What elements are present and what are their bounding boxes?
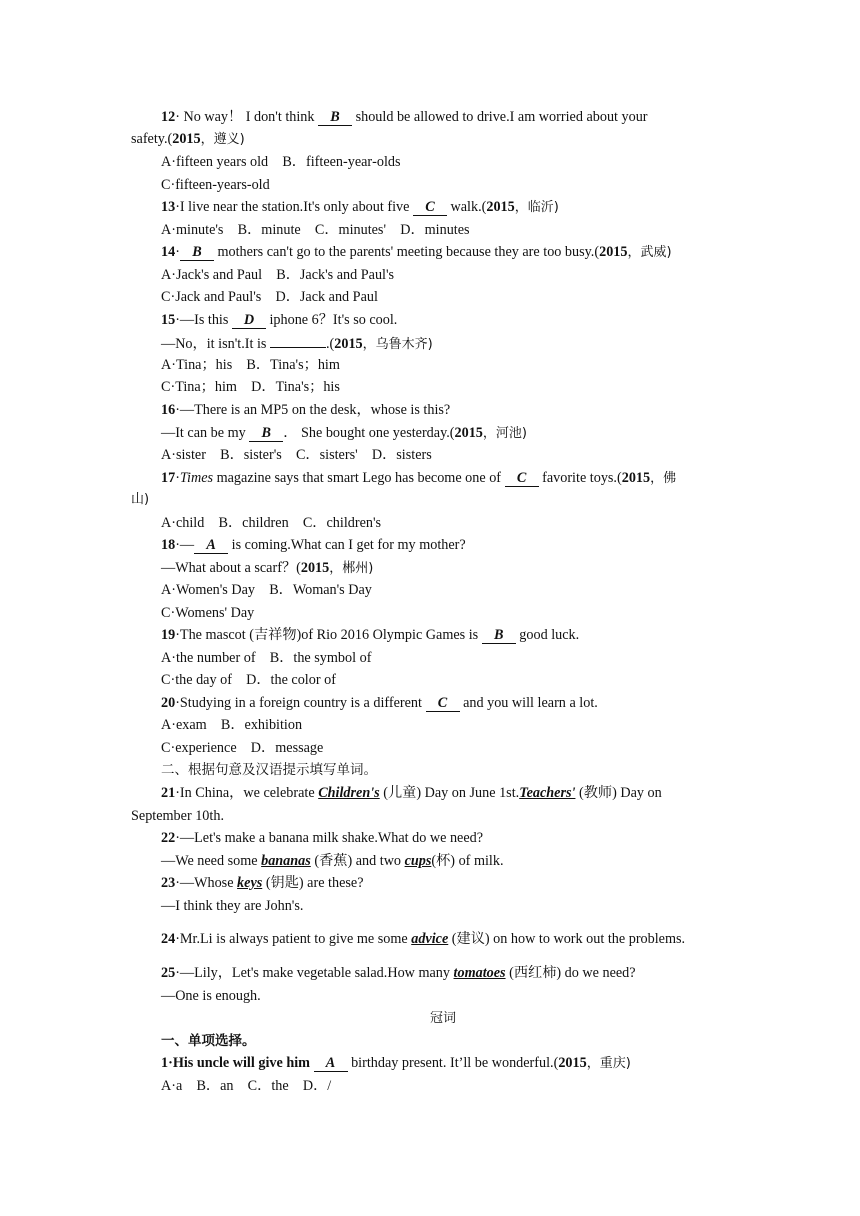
question-24: 24·Mr.Li is always patient to give me some advice (建议) on how to work out the problems. (161, 931, 686, 947)
question-12-options-1: A·fifteen years old B．fifteen‐year‐olds (161, 154, 401, 170)
question-16-options: A·sister B．sister's C．sisters' D．sisters (161, 447, 432, 463)
question-18-options-2: C·Womens' Day (161, 605, 255, 621)
question-25-line2: —One is enough. (161, 988, 261, 1004)
question-20: 20·Studying in a foreign country is a different C and you will learn a lot. (161, 695, 598, 711)
question-22: 22·—Let's make a banana milk shake.What do we need? (161, 830, 484, 846)
question-18-line2: —What about a scarf？(2015，郴州) (161, 560, 374, 576)
question-20-options-2: C·experience D．message (161, 740, 324, 756)
question-19: 19·The mascot (吉祥物)of Rio 2016 Olympic Games is B good luck. (161, 627, 580, 643)
question-19-options-1: A·the number of B．the symbol of (161, 650, 372, 666)
section-2-title: 二、根据句意及汉语提示填写单词。 (161, 762, 377, 778)
answer-blank: A (194, 538, 228, 554)
answer-blank: A (314, 1056, 348, 1072)
question-20-options-1: A·exam B．exhibition (161, 717, 303, 733)
question-23: 23·—Whose keys (钥匙) are these? (161, 875, 364, 891)
article-section-title: 冠词 (430, 1011, 457, 1026)
question-12-cont: safety.(2015，遵义) (131, 131, 245, 147)
question-15-options-1: A·Tina；his B．Tina's；him (161, 357, 340, 373)
answer-blank: B (249, 426, 283, 442)
answer-blank: D (232, 313, 266, 329)
question-15-options-2: C·Tina；him D．Tina's；his (161, 379, 340, 395)
answer-blank: C (413, 200, 447, 216)
question-21-cont: September 10th. (131, 808, 224, 824)
question-12-options-2: C·fifteen‐years‐old (161, 177, 270, 193)
question-16: 16·—There is an MP5 on the desk，whose is this? (161, 402, 451, 418)
answer-blank: B (318, 110, 352, 126)
question-13-options: A·minute's B．minute C．minutes' D．minutes (161, 222, 470, 238)
question-14-options-2: C·Jack and Paul's D．Jack and Paul (161, 289, 378, 305)
question-15-line2: —No，it isn't.It is .(2015，乌鲁木齐) (161, 333, 433, 354)
answer-blank: B (482, 628, 516, 644)
question-13: 13·I live near the station.It's only about five C walk.(2015，临沂) (161, 199, 559, 215)
empty-blank (270, 333, 326, 348)
section-1-title: 一、单项选择。 (161, 1033, 256, 1049)
question-14: 14· B mothers can't go to the parents' meeting because they are too busy.(2015，武威) (161, 244, 672, 260)
question-19-options-2: C·the day of D．the color of (161, 672, 336, 688)
question-17: 17·Times magazine says that smart Lego has become one of C favorite toys.(2015，佛 (161, 470, 677, 486)
question-14-options-1: A·Jack's and Paul B．Jack's and Paul's (161, 267, 395, 283)
answer-blank: C (505, 471, 539, 487)
question-17-cont: 山) (131, 492, 150, 507)
question-15: 15·—Is this D iphone 6？It's so cool. (161, 312, 398, 328)
question-22-line2: —We need some bananas (香蕉) and two cups(杯) of milk. (161, 853, 504, 869)
answer-blank: B (180, 245, 214, 261)
article-question-1: 1·His uncle will give him A birthday present. It’ll be wonderful.(2015，重庆) (161, 1055, 631, 1071)
question-18-options-1: A·Women's Day B．Woman's Day (161, 582, 372, 598)
question-12: 12· No way！ I don't think B should be allowed to drive.I am worried about your (161, 109, 648, 125)
question-21: 21·In China，we celebrate Children's (儿童) Day on June 1st.Teachers' (教师) Day on (161, 785, 662, 801)
question-18: 18·— A is coming.What can I get for my mother? (161, 537, 466, 553)
question-25: 25·—Lily，Let's make vegetable salad.How many tomatoes (西红柿) do we need? (161, 965, 636, 981)
answer-blank: C (426, 696, 460, 712)
question-16-line2: —It can be my B ． She bought one yesterday.(2015，河池) (161, 425, 527, 441)
article-question-1-options: A·a B．an C．the D．/ (161, 1078, 332, 1094)
question-17-options: A·child B．children C．children's (161, 515, 382, 531)
question-23-line2: —I think they are John's. (161, 898, 304, 914)
